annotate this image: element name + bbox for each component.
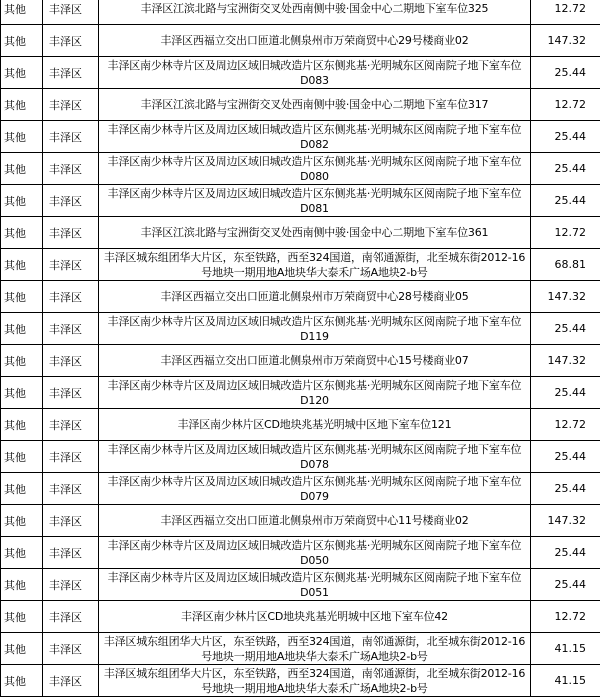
type-cell: 其他 — [1, 249, 43, 281]
table-row — [1, 409, 600, 441]
type-cell: 其他 — [1, 57, 43, 89]
location-cell: 丰泽区江滨北路与宝洲街交叉处西南侧中骏·国金中心二期地下室车位317 — [99, 89, 531, 121]
location-cell: 丰泽区南少林寺片区及周边区域旧城改造片区东侧兆基·光明城东区阅南院子地下室车位D079 — [99, 473, 531, 505]
type-cell: 其他 — [1, 633, 43, 665]
type-cell: 其他 — [1, 441, 43, 473]
table-row — [1, 57, 600, 89]
location-cell: 丰泽区南少林寺片区及周边区域旧城改造片区东侧兆基·光明城东区阅南院子地下室车位D050 — [99, 537, 531, 569]
district-cell: 丰泽区 — [43, 665, 99, 697]
district-cell: 丰泽区 — [43, 505, 99, 537]
type-cell: 其他 — [1, 217, 43, 249]
district-cell: 丰泽区 — [43, 601, 99, 633]
district-cell: 丰泽区 — [43, 0, 99, 25]
district-cell: 丰泽区 — [43, 569, 99, 601]
location-cell: 丰泽区西福立交出口匝道北侧泉州市万荣商贸中心28号楼商业05 — [99, 281, 531, 313]
district-cell: 丰泽区 — [43, 217, 99, 249]
table-row — [1, 569, 600, 601]
table-row — [1, 601, 600, 633]
location-cell: 丰泽区城东组团华大片区，东至铁路，西至324国道，南邻通源街，北至城东街2012-16号地块一期用地A地块华大泰禾广场A地块2-b号 — [99, 633, 531, 665]
area-cell: 147.32 — [531, 281, 600, 313]
location-cell: 丰泽区南少林寺片区及周边区域旧城改造片区东侧兆基·光明城东区阅南院子地下室车位D081 — [99, 185, 531, 217]
district-cell: 丰泽区 — [43, 89, 99, 121]
table-row — [1, 505, 600, 537]
area-cell: 25.44 — [531, 441, 600, 473]
area-cell: 12.72 — [531, 217, 600, 249]
location-cell: 丰泽区南少林寺片区及周边区域旧城改造片区东侧兆基·光明城东区阅南院子地下室车位D083 — [99, 57, 531, 89]
district-cell: 丰泽区 — [43, 153, 99, 185]
location-cell: 丰泽区南少林寺片区及周边区域旧城改造片区东侧兆基·光明城东区阅南院子地下室车位D051 — [99, 569, 531, 601]
table-row — [1, 633, 600, 665]
watermark — [560, 670, 564, 684]
type-cell: 其他 — [1, 473, 43, 505]
location-cell: 丰泽区江滨北路与宝洲街交叉处西南侧中骏·国金中心二期地下室车位361 — [99, 217, 531, 249]
district-cell: 丰泽区 — [43, 409, 99, 441]
type-cell: 其他 — [1, 345, 43, 377]
area-cell: 25.44 — [531, 185, 600, 217]
location-cell: 丰泽区南少林片区CD地块兆基光明城中区地下室车位42 — [99, 601, 531, 633]
location-cell: 丰泽区南少林寺片区及周边区域旧城改造片区东侧兆基·光明城东区阅南院子地下室车位D082 — [99, 121, 531, 153]
type-cell: 其他 — [1, 25, 43, 57]
area-cell: 12.72 — [531, 89, 600, 121]
location-cell: 丰泽区西福立交出口匝道北侧泉州市万荣商贸中心15号楼商业07 — [99, 345, 531, 377]
table-row — [1, 345, 600, 377]
district-cell: 丰泽区 — [43, 281, 99, 313]
table-row — [1, 153, 600, 185]
location-cell: 丰泽区西福立交出口匝道北侧泉州市万荣商贸中心29号楼商业02 — [99, 25, 531, 57]
district-cell: 丰泽区 — [43, 473, 99, 505]
district-cell: 丰泽区 — [43, 633, 99, 665]
area-cell: 41.15 — [531, 665, 600, 697]
type-cell: 其他 — [1, 537, 43, 569]
type-cell: 其他 — [1, 185, 43, 217]
table-row — [1, 665, 600, 697]
table-row — [1, 377, 600, 409]
table-row — [1, 313, 600, 345]
area-cell: 68.81 — [531, 249, 600, 281]
location-cell: 丰泽区南少林片区CD地块兆基光明城中区地下室车位121 — [99, 409, 531, 441]
location-cell: 丰泽区南少林寺片区及周边区域旧城改造片区东侧兆基·光明城东区阅南院子地下室车位D078 — [99, 441, 531, 473]
type-cell: 其他 — [1, 0, 43, 25]
type-cell: 其他 — [1, 601, 43, 633]
area-cell: 147.32 — [531, 25, 600, 57]
table-row — [1, 217, 600, 249]
area-cell: 12.72 — [531, 409, 600, 441]
property-table-body — [1, 0, 600, 697]
table-row — [1, 25, 600, 57]
area-cell: 41.15 — [531, 633, 600, 665]
location-cell: 丰泽区南少林寺片区及周边区域旧城改造片区东侧兆基·光明城东区阅南院子地下室车位D120 — [99, 377, 531, 409]
table-row — [1, 89, 600, 121]
area-cell: 25.44 — [531, 537, 600, 569]
type-cell: 其他 — [1, 505, 43, 537]
district-cell: 丰泽区 — [43, 25, 99, 57]
location-cell: 丰泽区南少林寺片区及周边区域旧城改造片区东侧兆基·光明城东区阅南院子地下室车位D080 — [99, 153, 531, 185]
location-cell: 丰泽区城东组团华大片区，东至铁路，西至324国道，南邻通源街，北至城东街2012-16号地块一期用地A地块华大泰禾广场A地块2-b号 — [99, 249, 531, 281]
area-cell: 12.72 — [531, 0, 600, 25]
district-cell: 丰泽区 — [43, 345, 99, 377]
type-cell: 其他 — [1, 313, 43, 345]
area-cell: 25.44 — [531, 569, 600, 601]
type-cell: 其他 — [1, 569, 43, 601]
area-cell: 25.44 — [531, 377, 600, 409]
table-row — [1, 473, 600, 505]
type-cell: 其他 — [1, 281, 43, 313]
type-cell: 其他 — [1, 377, 43, 409]
type-cell: 其他 — [1, 153, 43, 185]
area-cell: 25.44 — [531, 121, 600, 153]
table-row — [1, 441, 600, 473]
table-row — [1, 281, 600, 313]
area-cell: 147.32 — [531, 505, 600, 537]
location-cell: 丰泽区南少林寺片区及周边区域旧城改造片区东侧兆基·光明城东区阅南院子地下室车位D119 — [99, 313, 531, 345]
table-row — [1, 537, 600, 569]
area-cell: 12.72 — [531, 601, 600, 633]
area-cell: 25.44 — [531, 313, 600, 345]
district-cell: 丰泽区 — [43, 121, 99, 153]
location-cell: 丰泽区城东组团华大片区，东至铁路，西至324国道，南邻通源街，北至城东街2012-16号地块一期用地A地块华大泰禾广场A地块2-b号 — [99, 665, 531, 697]
type-cell: 其他 — [1, 121, 43, 153]
table-row — [1, 121, 600, 153]
location-cell: 丰泽区西福立交出口匝道北侧泉州市万荣商贸中心11号楼商业02 — [99, 505, 531, 537]
district-cell: 丰泽区 — [43, 441, 99, 473]
table-row — [1, 0, 600, 25]
area-cell: 25.44 — [531, 153, 600, 185]
district-cell: 丰泽区 — [43, 377, 99, 409]
district-cell: 丰泽区 — [43, 185, 99, 217]
table-row — [1, 249, 600, 281]
type-cell: 其他 — [1, 89, 43, 121]
district-cell: 丰泽区 — [43, 537, 99, 569]
table-row — [1, 185, 600, 217]
district-cell: 丰泽区 — [43, 57, 99, 89]
district-cell: 丰泽区 — [43, 249, 99, 281]
area-cell: 25.44 — [531, 57, 600, 89]
area-cell: 147.32 — [531, 345, 600, 377]
area-cell: 25.44 — [531, 473, 600, 505]
district-cell: 丰泽区 — [43, 313, 99, 345]
type-cell: 其他 — [1, 665, 43, 697]
location-cell: 丰泽区江滨北路与宝洲街交叉处西南侧中骏·国金中心二期地下室车位325 — [99, 0, 531, 25]
type-cell: 其他 — [1, 409, 43, 441]
